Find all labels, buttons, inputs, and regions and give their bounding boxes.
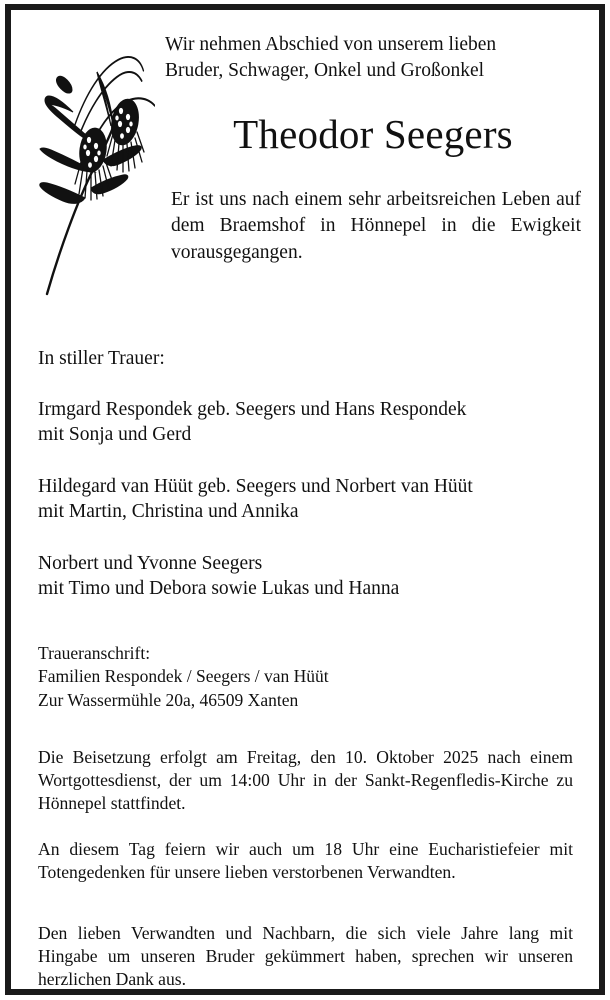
notice-header-region xyxy=(11,10,599,302)
wheat-stalk-illustration xyxy=(11,10,165,302)
address-label: Traueranschrift: xyxy=(38,643,151,664)
family-group xyxy=(38,475,573,525)
mourning-address-block xyxy=(38,642,573,712)
address-line-1: Familien Respondek / Seegers / van Hüüt xyxy=(38,666,329,687)
notice-border-frame xyxy=(5,4,605,995)
family-group-line: Hildegard van Hüüt geb. Seegers und Norbert van Hüüt xyxy=(38,476,473,498)
memorial-mass-info: An diesem Tag feiern wir auch um 18 Uhr eine Eucharistiefeier mit Totengedenken für unsere lieben verstorbenen Verwandten. xyxy=(38,838,573,882)
life-summary: Er ist uns nach einem sehr arbeitsreichen Leben auf dem Braemshof in Hönnepel in die Ewigkeit vorausgegangen. xyxy=(171,189,581,263)
intro-column xyxy=(165,10,599,266)
family-group xyxy=(38,552,573,602)
deceased-name: Theodor Seegers xyxy=(233,111,513,158)
family-group-line: mit Martin, Christina und Annika xyxy=(38,501,299,523)
family-group-line: mit Timo und Debora sowie Lukas und Hanna xyxy=(38,578,400,600)
thanks-info: Den lieben Verwandten und Nachbarn, die sich viele Jahre lang mit Hingabe um unseren Bruder gekümmert haben, sprechen wir unseren herzlichen Dank aus. xyxy=(38,922,573,990)
address-line-2: Zur Wassermühle 20a, 46509 Xanten xyxy=(38,689,299,710)
family-group-line: mit Sonja und Gerd xyxy=(38,424,192,446)
service-details xyxy=(38,746,573,992)
intro-line-2: Bruder, Schwager, Onkel und Großonkel xyxy=(165,60,485,82)
intro-line-1: Wir nehmen Abschied von unserem lieben xyxy=(165,34,497,55)
funeral-info: Die Beisetzung erfolgt am Freitag, den 10. Oktober 2025 nach einem Wortgottesdienst, der um 14:00 Uhr in der Sankt-Regenfledis-Kirche zu Hönnepel stattfindet. xyxy=(38,746,573,814)
family-list xyxy=(38,398,573,602)
family-group-line: Norbert und Yvonne Seegers xyxy=(38,553,263,575)
wheat-stalk-icon xyxy=(15,22,155,302)
notice-body-region xyxy=(11,346,599,992)
family-group xyxy=(38,398,573,448)
family-group-line: Irmgard Respondek geb. Seegers und Hans Respondek xyxy=(38,399,467,421)
mourning-heading: In stiller Trauer: xyxy=(38,348,165,369)
